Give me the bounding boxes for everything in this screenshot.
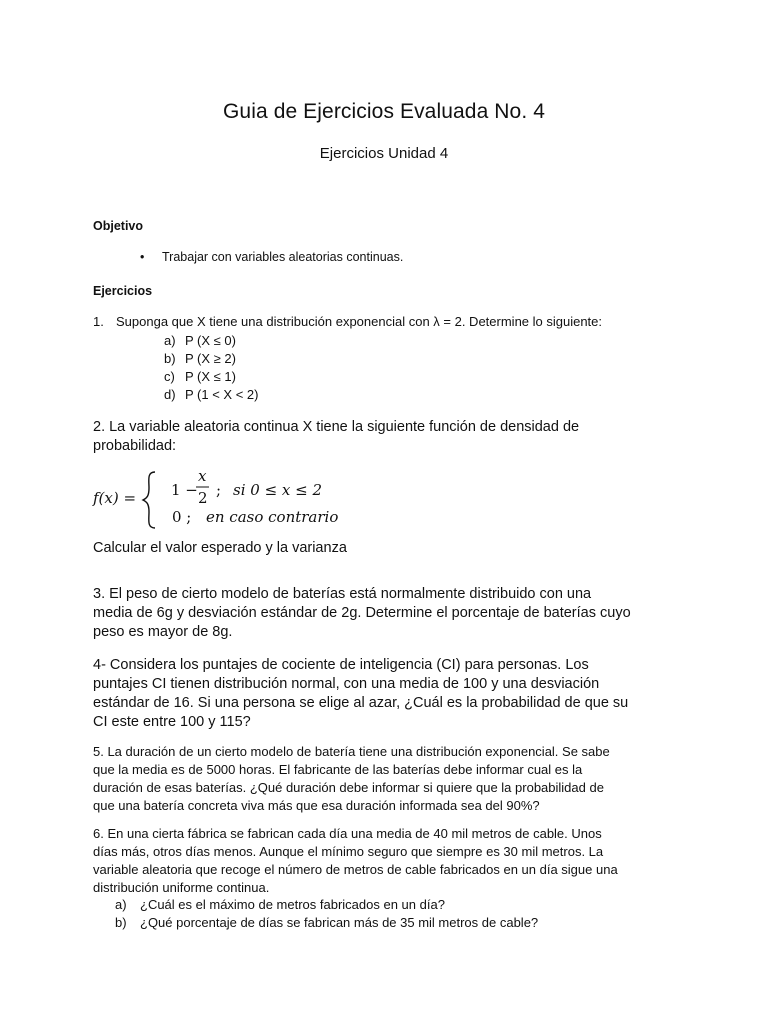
exercise-4: 4- Considera los puntajes de cociente de inteligencia (CI) para personas. Los puntajes CI tienen distribución normal, con una media de 100 y una desviación estándar de 16. Si una persona se elige al azar, ¿Cuál es la probabilidad de que su CI este entre 100 y 115? [93, 657, 629, 730]
formula-svg [93, 466, 393, 532]
objetivo-heading: Objetivo [93, 219, 144, 233]
list-item: c) P (X ≤ 1) [164, 369, 236, 384]
exercise-3: 3. El peso de cierto modelo de baterías está normalmente distribuido con una media de 6g y desviación estándar de 2g. Determine el porcentaje de baterías cuyo peso es mayor de 8g. [93, 586, 631, 640]
exercise-1-number: 1. [93, 314, 104, 329]
list-item: a) ¿Cuál es el máximo de metros fabricados en un día? [115, 897, 445, 912]
list-item: b) ¿Qué porcentaje de días se fabrican más de 35 mil metros de cable? [115, 915, 539, 930]
formula-case1-sep: ; [216, 481, 222, 499]
exercise-5: 5. La duración de un cierto modelo de batería tiene una distribución exponencial. Se sabe que la media es de 5000 horas. El fabricante de las baterías debe informar cual es la duración de esas baterías. ¿Qué duración debe informar si quiere que la probabilidad de que una batería concreta viva más que esa duración informada sea del 90%? [93, 744, 610, 813]
objetivo-bullet-text: Trabajar con variables aleatorias continuas. [162, 250, 404, 264]
exercise-1-text: Suponga que X tiene una distribución exponencial con λ = 2. Determine lo siguiente: [116, 314, 603, 329]
density-formula [93, 466, 393, 532]
left-brace-icon [143, 472, 155, 528]
exercise-1 [93, 314, 602, 329]
list-item: a) P (X ≤ 0) [164, 333, 236, 348]
bullet-icon: • [140, 250, 145, 264]
formula-case1-condition: si 0 ≤ x ≤ 2 [233, 481, 323, 499]
ejercicios-heading: Ejercicios [93, 284, 153, 298]
formula-case2-expr: 0 ; [172, 508, 192, 526]
formula-case1-denominator: 2 [198, 489, 208, 507]
list-item: d) P (1 < X < 2) [164, 387, 259, 402]
document-subtitle: Ejercicios Unidad 4 [319, 145, 449, 162]
formula-case1-numerator: x [198, 467, 207, 485]
formula-case1-expr: 1 − [171, 481, 198, 499]
list-item: b) P (X ≥ 2) [164, 351, 236, 366]
formula-case2-condition: en caso contrario [206, 508, 339, 526]
formula-lhs: f(x) = [93, 489, 137, 507]
objetivo-bullet [140, 250, 403, 264]
document-title: Guia de Ejercicios Evaluada No. 4 [223, 100, 545, 123]
exercise-2-text: 2. La variable aleatoria continua X tiene la siguiente función de densidad de probabilidad: [93, 419, 580, 454]
exercise-6: 6. En una cierta fábrica se fabrican cada día una media de 40 mil metros de cable. Unos días más, otros días menos. Aunque el mínimo seguro que siempre es 30 mil metros. La variable aleatoria que recoge el número de metros de cable fabricados en un día sigue una distribución uniforme continua. [93, 826, 618, 895]
exercise-2-after: Calcular el valor esperado y la varianza [93, 540, 347, 556]
exercise-1-items [164, 332, 258, 404]
exercise-6-items [115, 896, 538, 932]
